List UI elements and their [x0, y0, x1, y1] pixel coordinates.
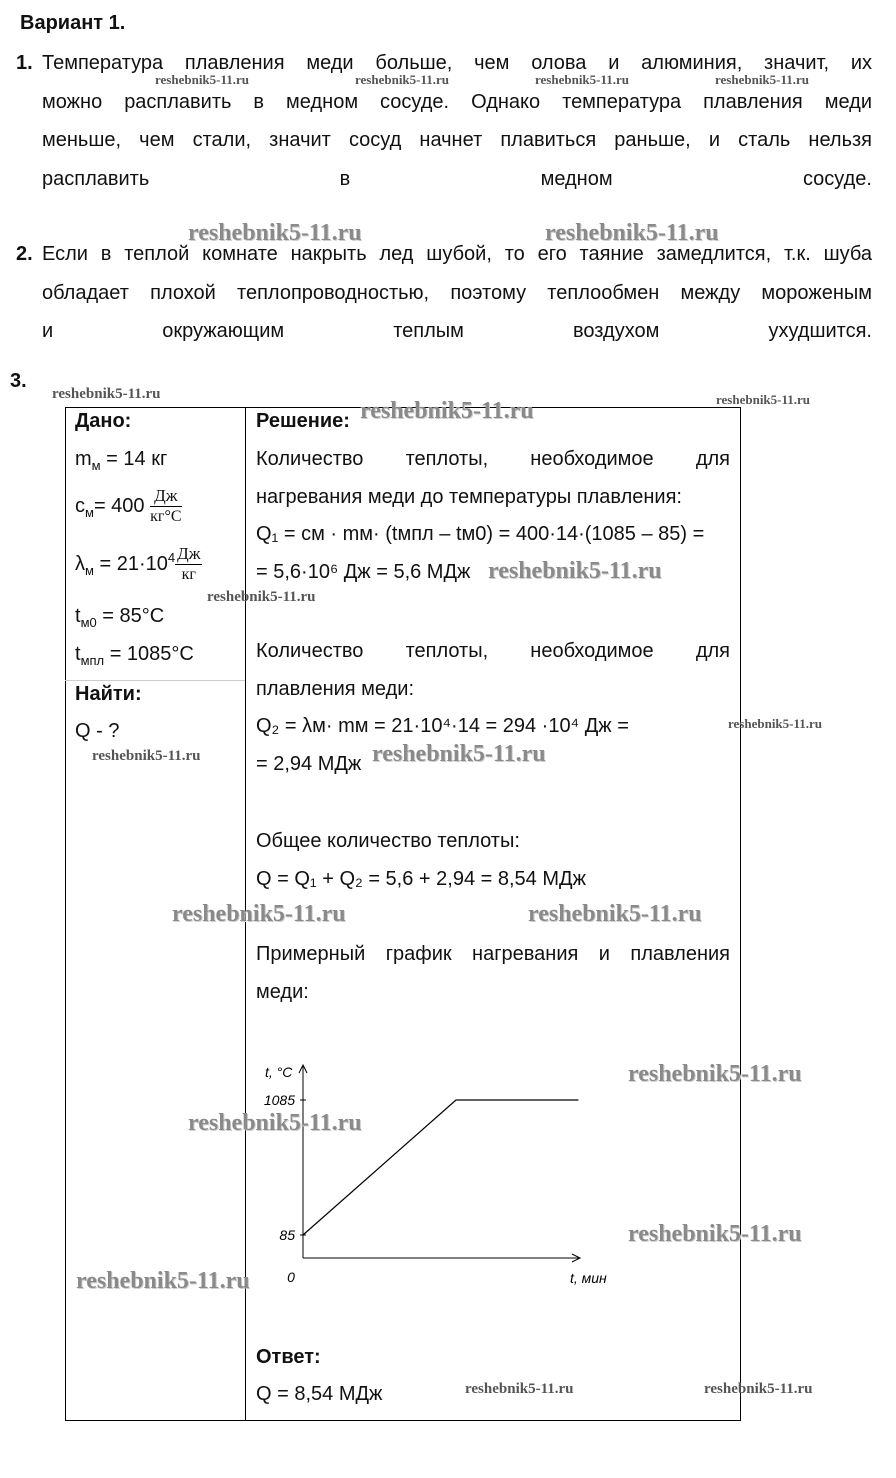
given-mass: $m_м = 14$ кг — [75, 448, 168, 473]
watermark: reshebnik5-11.ru — [704, 1381, 813, 1397]
solution-heading: Решение: — [256, 410, 350, 432]
watermark: reshebnik5-11.ru — [528, 901, 702, 927]
watermark: reshebnik5-11.ru — [372, 741, 546, 767]
watermark: reshebnik5-11.ru — [188, 1110, 362, 1136]
variant-title: Вариант 1. — [20, 12, 126, 34]
heating-melting-chart — [240, 1050, 640, 1300]
watermark: reshebnik5-11.ru — [360, 398, 534, 424]
equation-total: Q = Q₁ + Q₂ = 5,6 + 2,94 = 8,54 МДж — [256, 868, 586, 890]
given-latent-heat: $\lambda_м = 21\cdot 10^4$ $\frac{Дж}{кг}$ — [75, 544, 201, 583]
watermark: reshebnik5-11.ru — [535, 72, 630, 87]
y-axis-label: t, °C — [265, 1064, 293, 1080]
answer-heading: Ответ: — [256, 1346, 321, 1368]
solution-text-2-line-2: плавления меди: — [256, 678, 415, 700]
find-value: Q - ? — [75, 720, 120, 742]
watermark: reshebnik5-11.ru — [188, 220, 362, 246]
solution-text-4-line-1: Примерный график нагревания и плавления — [256, 943, 730, 965]
given-specific-heat: $c_м= 400$ $\frac{Дж}{кг^\circ C}$ — [75, 486, 182, 525]
watermark: reshebnik5-11.ru — [92, 748, 201, 764]
x-axis-label: t, мин — [570, 1270, 607, 1286]
problem-2-line-3: и окружающим теплым воздухом ухудшится. — [42, 320, 872, 342]
watermark: reshebnik5-11.ru — [545, 220, 719, 246]
watermark: reshebnik5-11.ru — [172, 901, 346, 927]
c-unit-fraction: $\frac{Дж}{кг^\circ C}$ — [150, 486, 182, 525]
equation-q1-line-2: = 5,6·10⁶ Дж = 5,6 МДж — [256, 561, 471, 583]
solution-text-3: Общее количество теплоты: — [256, 830, 520, 852]
solution-text-1-line-2: нагревания меди до температуры плавления: — [256, 486, 682, 508]
problem-1-number: 1. — [16, 52, 33, 74]
problem-1-line-3: меньше, чем стали, значит сосуд начнет плавиться раньше, и сталь нельзя — [42, 129, 872, 151]
watermark: reshebnik5-11.ru — [488, 558, 662, 584]
equation-q2-line-2: = 2,94 МДж — [256, 753, 362, 775]
problem-3-number: 3. — [10, 370, 27, 392]
watermark: reshebnik5-11.ru — [728, 716, 823, 731]
watermark: reshebnik5-11.ru — [76, 1268, 250, 1294]
problem-2-line-2: обладает плохой теплопроводностью, поэтому теплообмен между мороженым — [42, 281, 872, 304]
origin-label: 0 — [287, 1269, 295, 1285]
watermark: reshebnik5-11.ru — [52, 386, 161, 402]
problem-2-number: 2. — [16, 243, 33, 265]
find-heading: Найти: — [75, 683, 142, 705]
solution-text-2-line-1: Количество теплоты, необходимое для — [256, 640, 730, 662]
equation-q2-line-1: Q₂ = λм· mм = 21·10⁴·14 = 294 ·10⁴ Дж = — [256, 715, 629, 737]
given-find-separator — [65, 680, 245, 681]
given-heading: Дано: — [75, 410, 132, 432]
given-melting-temp: $t_{мпл} = 1085^\circ C$ — [75, 643, 194, 668]
equation-q1-line-1: Q₁ = cм · mм· (tмпл – tм0) = 400·14·(1085 – 85) = — [256, 523, 705, 545]
watermark: reshebnik5-11.ru — [716, 392, 811, 407]
given-initial-temp: $t_{м0} = 85^\circ C$ — [75, 605, 165, 630]
answer-value: Q = 8,54 МДж — [256, 1383, 383, 1405]
watermark: reshebnik5-11.ru — [715, 72, 810, 87]
lambda-unit-fraction: $\frac{Дж}{кг}$ — [177, 544, 201, 583]
problem-1-text — [42, 44, 872, 198]
problem-1-line-1: Температура плавления меди больше, чем олова и алюминия, значит, их — [42, 52, 872, 74]
solution-text-4-line-2: меди: — [256, 981, 309, 1003]
watermark: reshebnik5-11.ru — [207, 589, 316, 605]
y-tick-label: 85 — [279, 1227, 295, 1243]
watermark: reshebnik5-11.ru — [465, 1381, 574, 1397]
problem-1-line-4: расплавить в медном сосуде. — [42, 167, 872, 190]
problem-2-line-1: Если в теплой комнате накрыть лед шубой, то его таяние замедлится, т.к. шуба — [42, 243, 872, 265]
watermark: reshebnik5-11.ru — [628, 1221, 802, 1247]
y-tick-label: 1085 — [263, 1092, 295, 1108]
problem-2-text — [42, 235, 872, 351]
solution-text-1-line-1: Количество теплоты, необходимое для — [256, 448, 730, 470]
watermark: reshebnik5-11.ru — [355, 72, 450, 87]
problem-1-line-2: можно расплавить в медном сосуде. Однако температура плавления меди — [42, 90, 872, 113]
watermark: reshebnik5-11.ru — [155, 72, 250, 87]
watermark: reshebnik5-11.ru — [628, 1061, 802, 1087]
